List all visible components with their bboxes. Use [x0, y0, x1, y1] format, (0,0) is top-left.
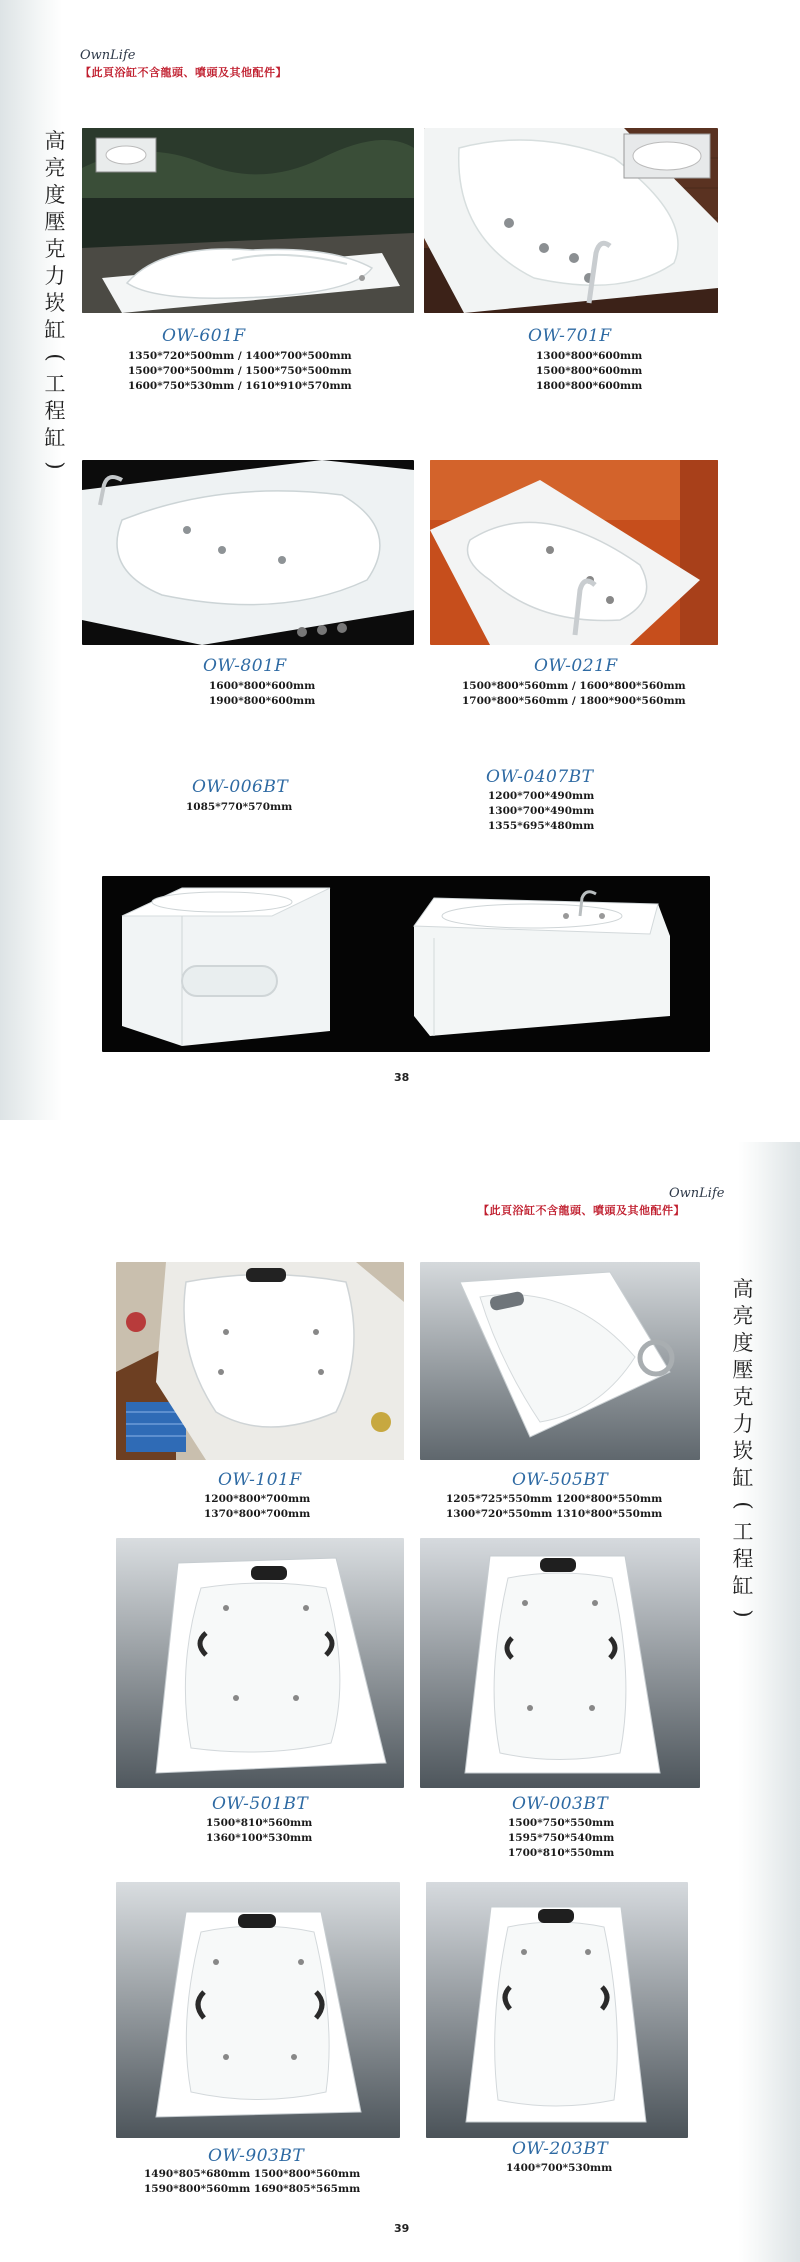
model-name: OW-903BT	[208, 2146, 305, 2166]
product-photo-ow-006bt-ow-0407bt	[102, 876, 710, 1052]
model-name: OW-006BT	[192, 777, 289, 797]
dimension-list: 1300*800*600mm 1500*800*600mm 1800*800*600mm	[536, 350, 643, 392]
model-name: OW-203BT	[512, 2139, 609, 2159]
dimension-list: 1400*700*530mm	[506, 2162, 613, 2174]
page-number: 38	[394, 1071, 410, 1084]
product-photo-ow-203bt	[426, 1882, 688, 2138]
product-photo-ow-505bt	[420, 1262, 700, 1460]
product-photo-ow-903bt	[116, 1882, 400, 2138]
vertical-section-title: 高 亮 度 壓 克 力 崁 缸 ( 工 程 缸 )	[43, 129, 68, 470]
dimension-list: 1200*700*490mm 1300*700*490mm 1355*695*480mm	[488, 790, 595, 832]
product-photo-ow-021f	[430, 460, 718, 645]
model-name: OW-0407BT	[486, 767, 594, 787]
page-number: 39	[394, 2222, 410, 2235]
catalog-page-38	[0, 0, 800, 1120]
dimension-list: 1500*810*560mm 1360*100*530mm	[206, 1817, 313, 1844]
model-name: OW-601F	[162, 326, 246, 346]
product-photo-ow-601f	[82, 128, 414, 313]
dimension-list: 1500*750*550mm 1595*750*540mm 1700*810*550mm	[508, 1817, 615, 1859]
dimension-list: 1350*720*500mm / 1400*700*500mm 1500*700*500mm / 1500*750*500mm 1600*750*530mm / 1610*910*570mm	[128, 350, 352, 392]
dimension-list: 1200*800*700mm 1370*800*700mm	[204, 1493, 311, 1520]
model-name: OW-101F	[218, 1470, 302, 1490]
product-photo-ow-101f	[116, 1262, 404, 1460]
product-photo-ow-801f	[82, 460, 414, 645]
product-photo-ow-003bt	[420, 1538, 700, 1788]
dimension-list: 1490*805*680mm 1500*800*560mm 1590*800*560mm 1690*805*565mm	[144, 2168, 361, 2195]
model-name: OW-505BT	[512, 1470, 609, 1490]
product-photo-ow-701f	[424, 128, 718, 313]
page-gap	[0, 1120, 800, 1142]
model-name: OW-701F	[528, 326, 612, 346]
accessories-notice: 【此頁浴缸不含龍頭、噴頭及其他配件】	[478, 1204, 685, 1217]
brand-logo: OwnLife	[80, 48, 136, 63]
dimension-list: 1085*770*570mm	[186, 801, 293, 813]
dimension-list: 1205*725*550mm 1200*800*550mm 1300*720*550mm 1310*800*550mm	[446, 1493, 663, 1520]
accessories-notice: 【此頁浴缸不含龍頭、噴頭及其他配件】	[80, 66, 287, 79]
dimension-list: 1600*800*600mm 1900*800*600mm	[209, 680, 316, 707]
dimension-list: 1500*800*560mm / 1600*800*560mm 1700*800*560mm / 1800*900*560mm	[462, 680, 686, 707]
model-name: OW-801F	[203, 656, 287, 676]
product-photo-ow-501bt	[116, 1538, 404, 1788]
vertical-section-title: 高 亮 度 壓 克 力 崁 缸 ( 工 程 缸 )	[731, 1277, 756, 1618]
model-name: OW-501BT	[212, 1794, 309, 1814]
brand-logo: OwnLife	[669, 1186, 725, 1201]
model-name: OW-003BT	[512, 1794, 609, 1814]
catalog-page-39	[0, 1142, 800, 2262]
model-name: OW-021F	[534, 656, 618, 676]
